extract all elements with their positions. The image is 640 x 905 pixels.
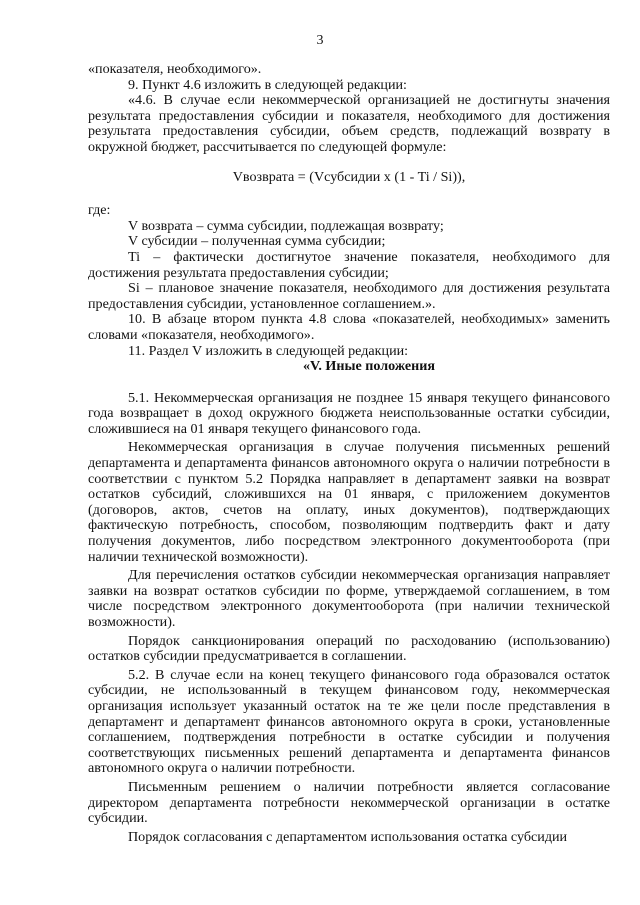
paragraph-clause-4-6: «4.6. В случае если некоммерческой организацией не достигнуты значения результата предоставления субсидии и показателя, необходимого для достижения результата предоставления субсидии, объем средств, подлежащий возврату в окружной бюджет, рассчитывается по следующей формуле: xyxy=(88,92,610,155)
definition-v-return: V возврата – сумма субсидии, подлежащая возврату; xyxy=(128,217,444,234)
paragraph-clause-5-1-d: Порядок санкционирования операций по расходованию (использованию) остатков субсидии предусматривается в соглашении. xyxy=(88,632,610,665)
paragraph-where: где: xyxy=(88,202,111,219)
paragraph-clause-5-1-c: Для перечисления остатков субсидии некоммерческая организация направляет заявки на возврат остатков субсидии по форме, утверждаемой соглашением, в том числе посредством электронного документооборота (при наличии технической возможности). xyxy=(88,567,610,630)
paragraph-continuation: «показателя, необходимого». xyxy=(88,61,262,77)
paragraph-clause-5-2: 5.2. В случае если на конец текущего финансового года образовался остаток субсидии, не использованный в текущем финансовом году, некоммерческая организация использует указанный остаток на те же цели после представления в департамент и департамент финансов автономного округа в сроки, установленные соглашением, подтверждения потребности в остатке субсидии и получения соответствующих письменных решений департамента и департамента финансов автономного округа о наличии потребности. xyxy=(88,666,610,777)
document-body xyxy=(88,62,610,845)
paragraph-item-11: 11. Раздел V изложить в следующей редакции: xyxy=(128,342,409,359)
definition-ti: Ti – фактически достигнутое значение показателя, необходимого для достижения результата предоставления субсидии; xyxy=(88,248,610,281)
paragraph-clause-5-2-b: Письменным решением о наличии потребности является согласование директором департамента потребности некоммерческой организации в остатке субсидии. xyxy=(88,778,610,827)
paragraph-item-10: 10. В абзаце втором пункта 4.8 слова «показателей, необходимых» заменить словами «показателя, необходимого». xyxy=(88,311,610,343)
definition-v-subsidy: V субсидии – полученная сумма субсидии; xyxy=(128,233,386,250)
page-number: 3 xyxy=(316,33,324,48)
section-heading: «V. Иные положения xyxy=(302,358,436,375)
paragraph-clause-5-1: 5.1. Некоммерческая организация не позднее 15 января текущего финансового года возвращает в доход окружного бюджета неиспользованные остатки субсидии, сложившиеся на 01 января текущего финансового года. xyxy=(88,389,610,437)
paragraph-clause-5-1-b: Некоммерческая организация в случае получения письменных решений департамента и департамента финансов автономного округа о наличии потребности в соответствии с пунктом 5.2 Порядка направляет в департамент заявки на возврат остатков субсидий, сложившихся на 01 января, с приложением документов (договоров, актов, счетов на оплату, иных документов), подтверждающих фактическую потребность, способом, позволяющим подтвердить факт и дату получения документов, либо посредством электронного документооборота (при наличии технической возможности). xyxy=(88,439,610,565)
paragraph-item-9: 9. Пункт 4.6 изложить в следующей редакции: xyxy=(128,76,407,93)
formula: Vвозврата = (Vсубсидии x (1 - Ti / Si)), xyxy=(232,168,466,185)
paragraph-clause-5-2-c: Порядок согласования с департаментом использования остатка субсидии xyxy=(128,828,568,845)
definition-si: Si – плановое значение показателя, необходимого для достижения результата предоставления субсидии, установленное соглашением.». xyxy=(88,280,610,312)
